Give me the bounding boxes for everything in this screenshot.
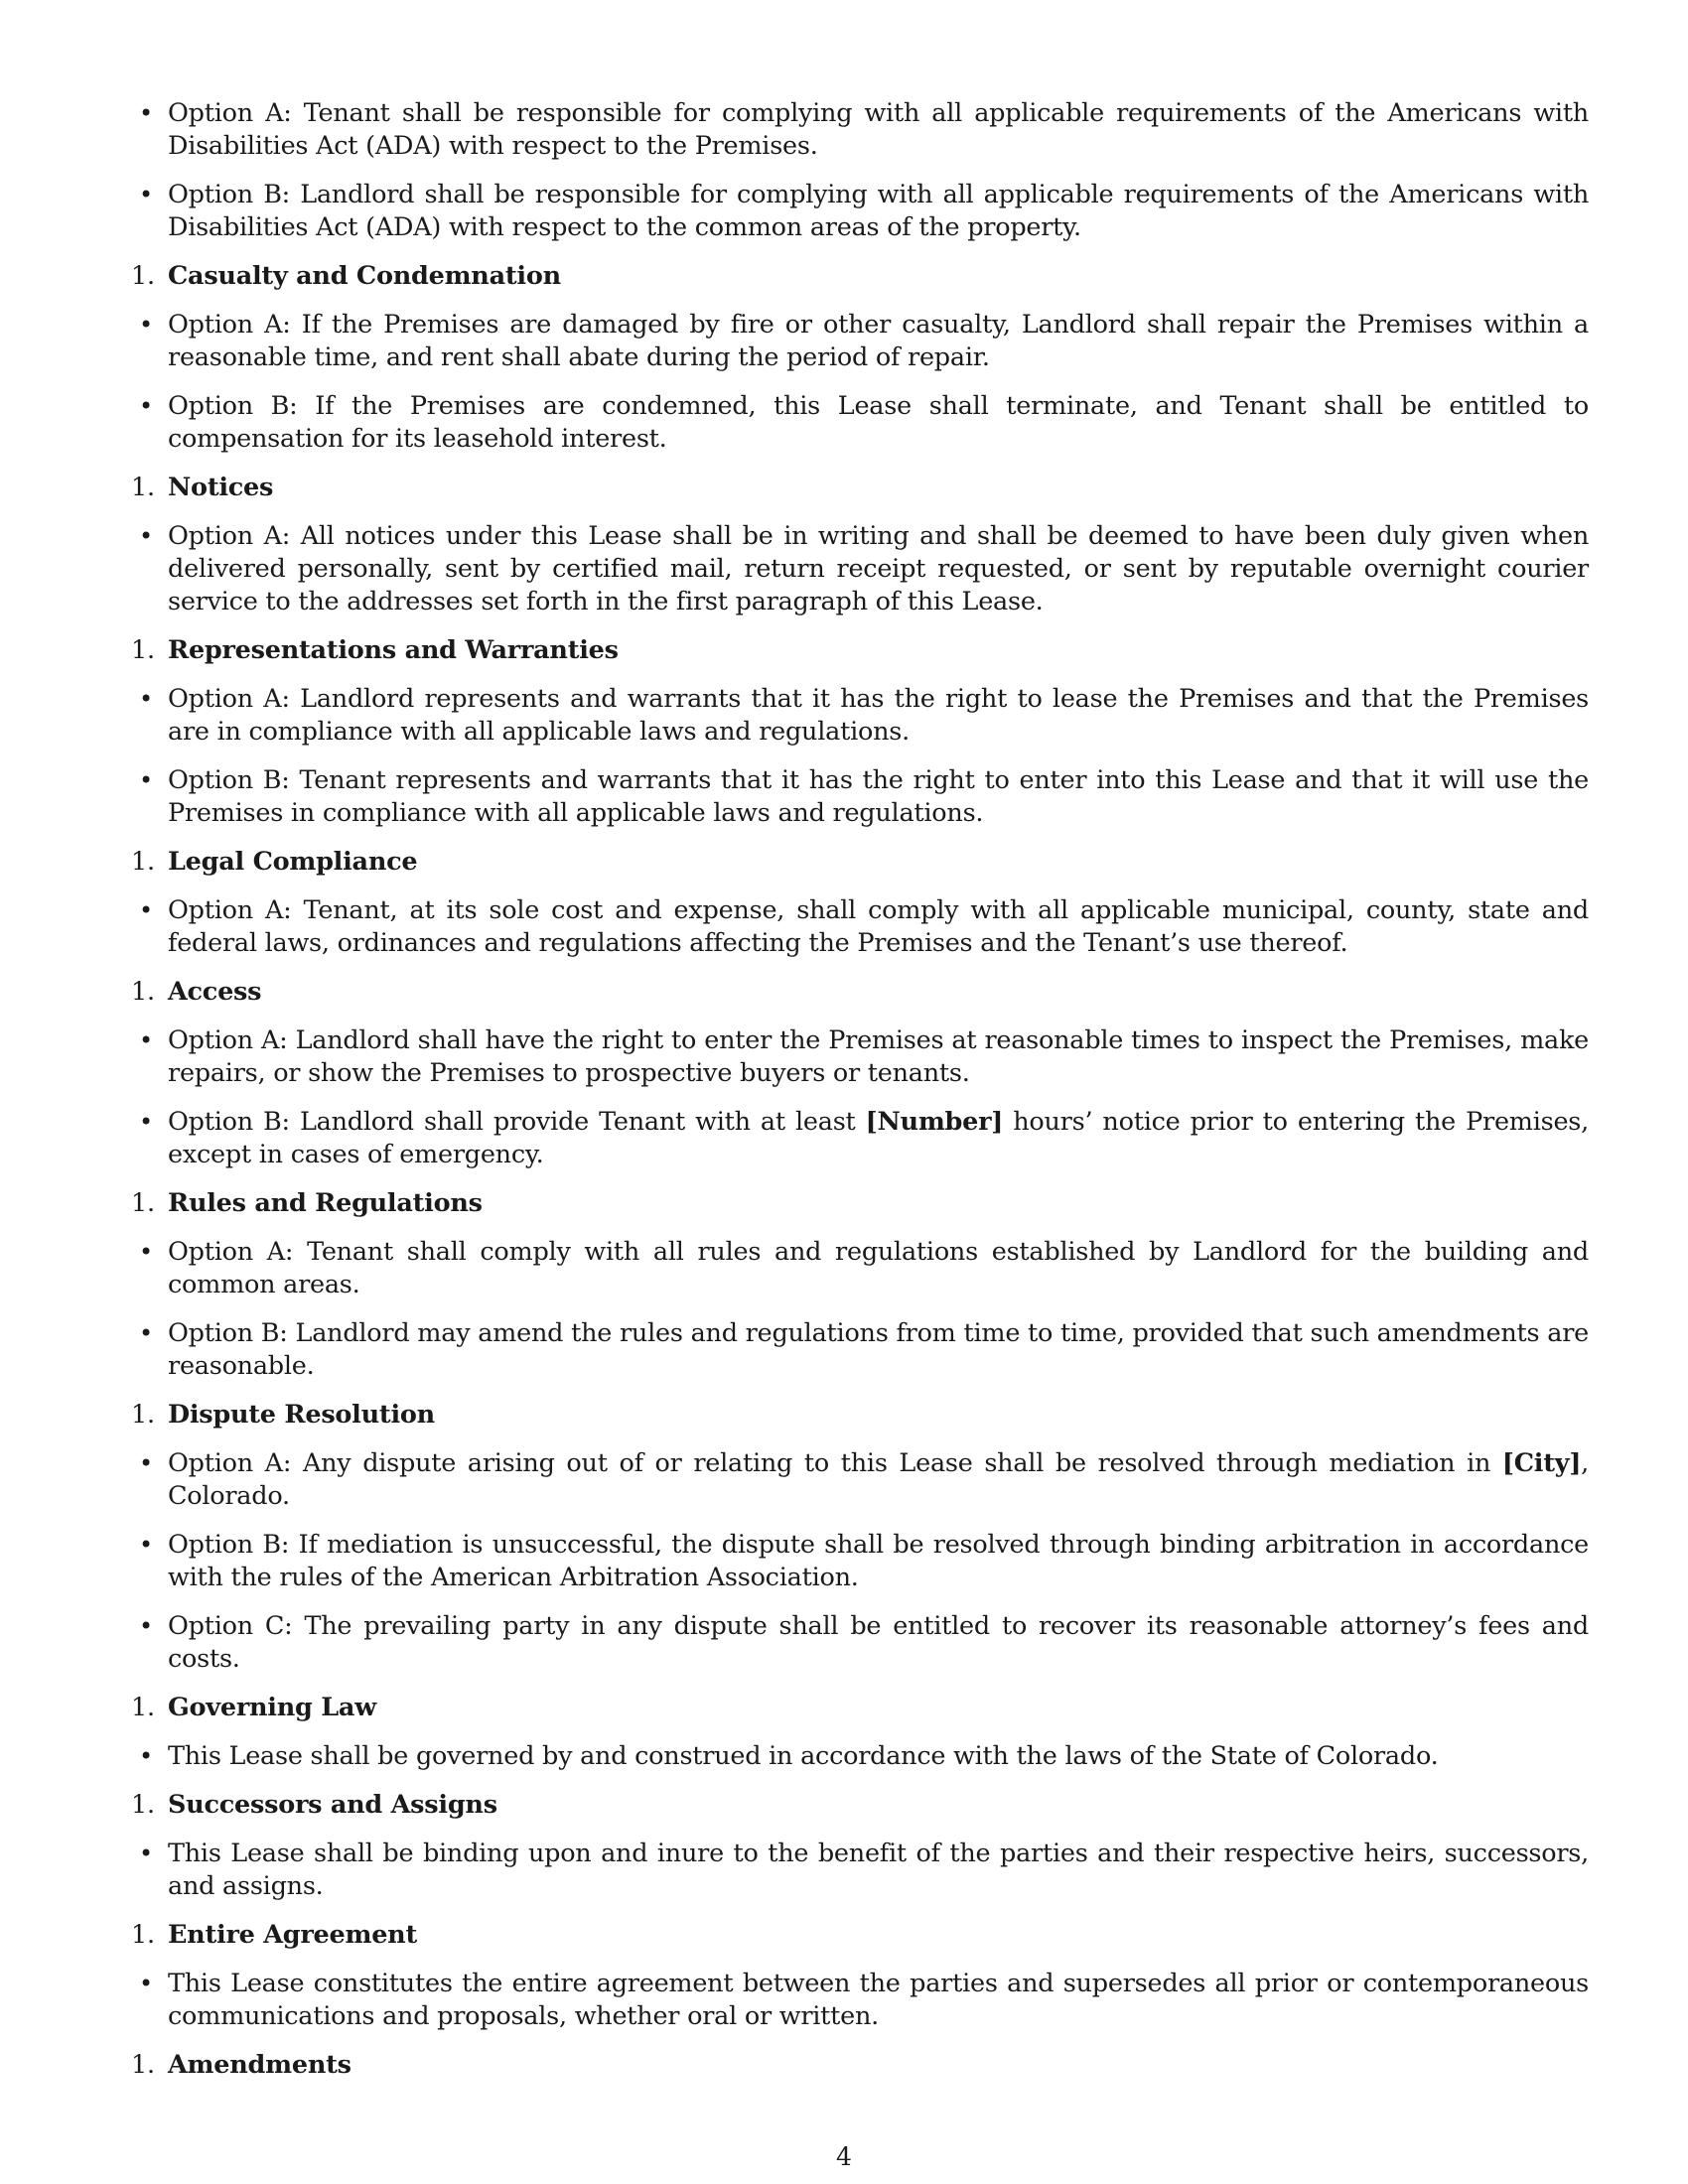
list-item-text: Option B: Landlord may amend the rules and regulations from time to time, provided that such amendments are reasonable.: [168, 1318, 1589, 1381]
section-heading: [129, 1399, 1589, 1432]
list-number: 1.: [131, 635, 155, 665]
list-item-text: Option B: Landlord shall provide Tenant with at least: [168, 1107, 866, 1137]
section-heading: [129, 634, 1589, 667]
list-item-text: This Lease constitutes the entire agreement between the parties and supersedes all prior or contemporaneous communications and proposals, whether oral or written.: [168, 1969, 1589, 2031]
bullet-icon: •: [139, 522, 153, 550]
list-item: [129, 97, 1589, 163]
list-item: [129, 520, 1589, 618]
section-heading: [129, 2049, 1589, 2082]
list-number: 1.: [131, 2050, 155, 2080]
list-item: [129, 390, 1589, 456]
bullet-icon: •: [139, 1026, 153, 1054]
list-item: [129, 1236, 1589, 1301]
list-item: [129, 1447, 1589, 1513]
list-item: [129, 1610, 1589, 1676]
section-heading-text: Dispute Resolution: [168, 1400, 435, 1430]
section-heading-text: Casualty and Condemnation: [168, 261, 561, 291]
placeholder-field: [Number]: [865, 1107, 1004, 1137]
list-item: [129, 683, 1589, 749]
bullet-icon: •: [139, 685, 153, 713]
bullet-icon: •: [139, 1238, 153, 1266]
section-heading: [129, 1919, 1589, 1952]
section-heading-text: Access: [168, 977, 262, 1007]
list-item: [129, 1529, 1589, 1594]
section-heading: [129, 1789, 1589, 1822]
section-heading: [129, 976, 1589, 1009]
list-item: [129, 764, 1589, 830]
section-heading-text: Entire Agreement: [168, 1920, 417, 1950]
bullet-icon: •: [139, 1108, 153, 1136]
list-item-text: Option A: Tenant shall comply with all rules and regulations established by Landlord for the building and common areas.: [168, 1237, 1589, 1299]
list-number: 1.: [131, 1188, 155, 1218]
bullet-icon: •: [139, 1742, 153, 1770]
list-item-text: Option A: All notices under this Lease shall be in writing and shall be deemed to have been duly given when delivered personally, sent by certified mail, return receipt requested, or sent by reputable overnight courier service to the addresses set forth in the first paragraph of this Lease.: [168, 521, 1589, 616]
bullet-icon: •: [139, 1970, 153, 1997]
list-item-text: Option A: Landlord shall have the right to enter the Premises at reasonable times to inspect the Premises, make repairs, or show the Premises to prospective buyers or tenants.: [168, 1025, 1589, 1088]
section-heading: [129, 1692, 1589, 1724]
list-item-text: Option A: If the Premises are damaged by fire or other casualty, Landlord shall repair the Premises within a reasonable time, and rent shall abate during the period of repair.: [168, 310, 1589, 372]
section-heading-text: Legal Compliance: [168, 847, 418, 877]
list-item-text: Option A: Landlord represents and warrants that it has the right to lease the Premises and that the Premises are in compliance with all applicable laws and regulations.: [168, 684, 1589, 747]
section-heading-text: Notices: [168, 473, 274, 502]
list-number: 1.: [131, 847, 155, 877]
list-number: 1.: [131, 261, 155, 291]
bullet-icon: •: [139, 392, 153, 420]
list-item-text: hours’ notice prior to entering the Premises, except in cases of emergency.: [168, 1107, 1589, 1169]
list-item: [129, 1024, 1589, 1090]
section-heading: [129, 260, 1589, 293]
bullet-icon: •: [139, 1449, 153, 1477]
document-body: [129, 97, 1589, 2098]
list-item: [129, 1838, 1589, 1903]
list-item-text: Option A: Tenant shall be responsible for complying with all applicable requirements of the Americans with Disabilities Act (ADA) with respect to the Premises.: [168, 98, 1589, 161]
list-item-text: , Colorado.: [168, 1448, 1589, 1511]
list-item: [129, 1317, 1589, 1383]
list-number: 1.: [131, 1693, 155, 1722]
page-number: 4: [836, 2142, 852, 2171]
bullet-icon: •: [139, 1840, 153, 1867]
section-heading: [129, 1187, 1589, 1220]
list-item-text: Option B: If the Premises are condemned, this Lease shall terminate, and Tenant shall be entitled to compensation for its leasehold interest.: [168, 391, 1589, 454]
section-heading-text: Amendments: [168, 2050, 352, 2080]
list-number: 1.: [131, 977, 155, 1007]
list-number: 1.: [131, 1920, 155, 1950]
section-heading-text: Successors and Assigns: [168, 1790, 497, 1820]
list-item-text: This Lease shall be binding upon and inure to the benefit of the parties and their respective heirs, successors, and assigns.: [168, 1839, 1589, 1901]
section-heading: [129, 472, 1589, 504]
bullet-icon: •: [139, 1612, 153, 1640]
list-item-text: Option B: Landlord shall be responsible for complying with all applicable requirements of the Americans with Disabilities Act (ADA) with respect to the common areas of the property.: [168, 180, 1589, 242]
section-heading: [129, 846, 1589, 879]
list-number: 1.: [131, 1400, 155, 1430]
list-item-text: Option B: Tenant represents and warrants that it has the right to enter into this Lease and that it will use the Premises in compliance with all applicable laws and regulations.: [168, 765, 1589, 828]
bullet-icon: •: [139, 896, 153, 924]
list-number: 1.: [131, 473, 155, 502]
list-item-text: Option B: If mediation is unsuccessful, the dispute shall be resolved through binding arbitration in accordance with the rules of the American Arbitration Association.: [168, 1530, 1589, 1592]
list-number: 1.: [131, 1790, 155, 1820]
bullet-icon: •: [139, 181, 153, 208]
list-item: [129, 179, 1589, 244]
placeholder-field: [City]: [1501, 1448, 1582, 1478]
list-item: [129, 894, 1589, 960]
list-item: [129, 1740, 1589, 1773]
bullet-icon: •: [139, 99, 153, 127]
list-item-text: Option C: The prevailing party in any dispute shall be entitled to recover its reasonable attorney’s fees and costs.: [168, 1611, 1589, 1674]
bullet-icon: •: [139, 1319, 153, 1347]
list-item: [129, 1968, 1589, 2033]
bullet-icon: •: [139, 311, 153, 339]
section-heading-text: Rules and Regulations: [168, 1188, 483, 1218]
section-heading-text: Governing Law: [168, 1693, 376, 1722]
list-item-text: This Lease shall be governed by and construed in accordance with the laws of the State of Colorado.: [168, 1741, 1439, 1771]
list-item-text: Option A: Tenant, at its sole cost and expense, shall comply with all applicable municipal, county, state and federal laws, ordinances and regulations affecting the Premises and the Tenant’s use thereof.: [168, 895, 1589, 958]
bullet-icon: •: [139, 1531, 153, 1559]
bullet-icon: •: [139, 766, 153, 794]
section-heading-text: Representations and Warranties: [168, 635, 619, 665]
list-item: [129, 1106, 1589, 1171]
list-item: [129, 309, 1589, 374]
list-item-text: Option A: Any dispute arising out of or relating to this Lease shall be resolved through mediation in: [168, 1448, 1502, 1478]
